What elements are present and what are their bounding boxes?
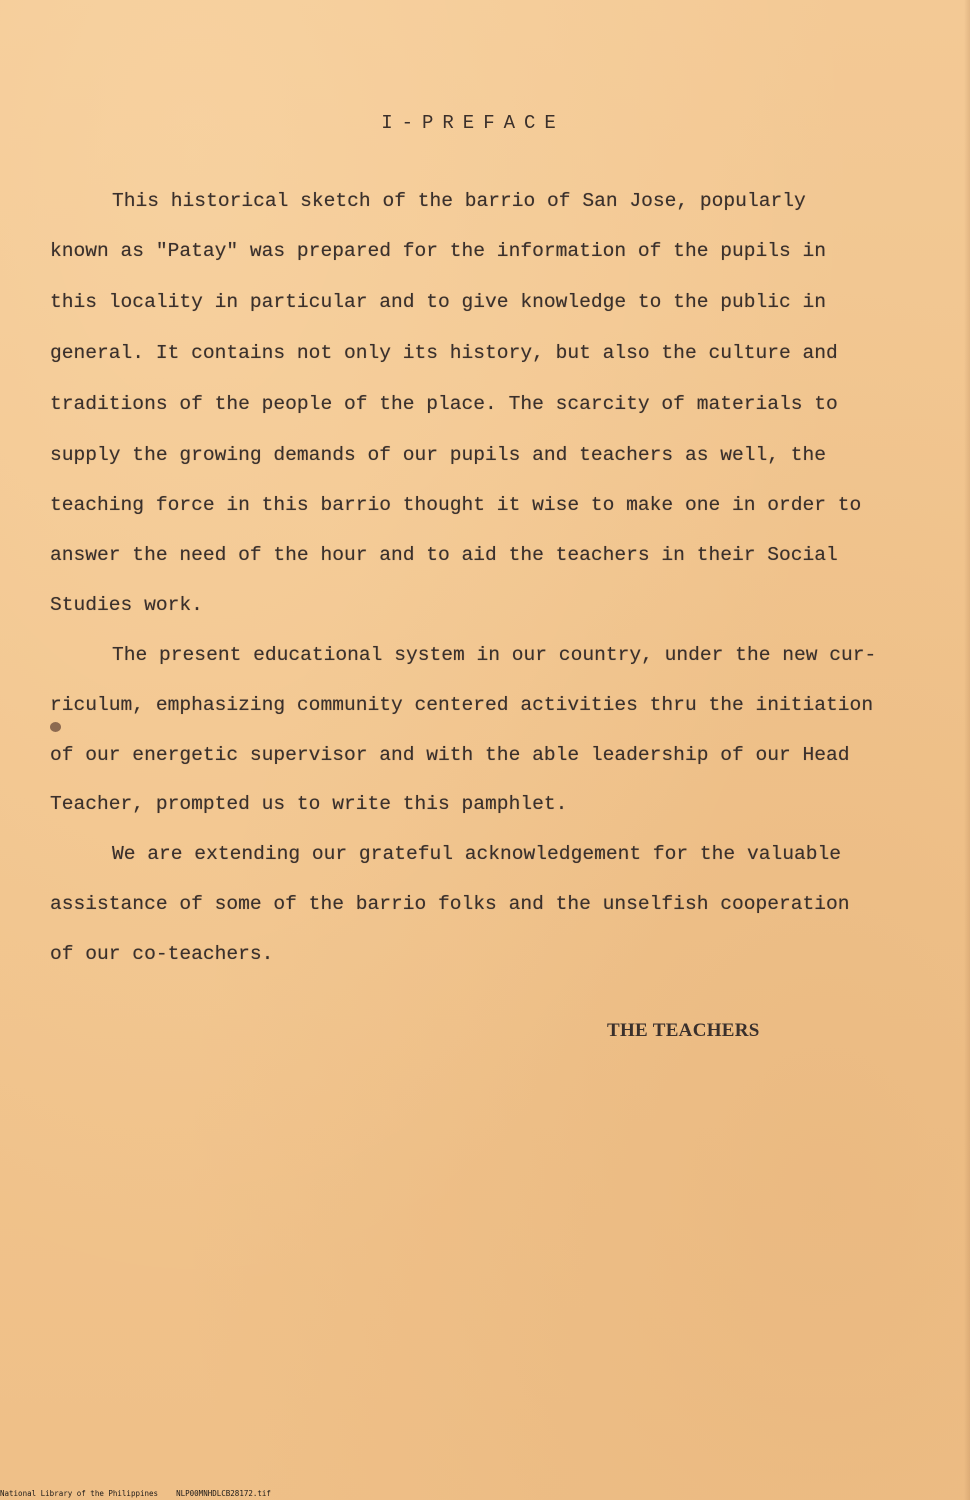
page-title: I-PREFACE — [381, 112, 565, 134]
paragraph-1-line-4: general. It contains not only its history, but also the culture and — [50, 342, 838, 364]
paragraph-2-line-4: Teacher, prompted us to write this pamphlet. — [50, 793, 568, 815]
signature: THE TEACHERS — [607, 1020, 760, 1041]
archive-footer — [0, 1489, 271, 1498]
paragraph-2-line-1: The present educational system in our country, under the new cur- — [112, 644, 877, 666]
paragraph-1-line-7: teaching force in this barrio thought it wise to make one in order to — [50, 494, 862, 516]
paragraph-3-line-3: of our co-teachers. — [50, 943, 274, 965]
paragraph-2-line-2: riculum, emphasizing community centered activities thru the initiation — [50, 694, 874, 716]
paragraph-1-line-8: answer the need of the hour and to aid the teachers in their Social — [50, 544, 838, 566]
paper-edge-shadow — [964, 0, 970, 1500]
footer-filename: NLP00MNHDLCB28172.tif — [176, 1489, 271, 1498]
paragraph-2-line-3: of our energetic supervisor and with the able leadership of our Head — [50, 744, 850, 766]
paragraph-3-line-2: assistance of some of the barrio folks and the unselfish cooperation — [50, 893, 850, 915]
footer-archive-name: National Library of the Philippines — [0, 1489, 159, 1498]
paragraph-1-line-2: known as "Patay" was prepared for the information of the pupils in — [50, 240, 827, 262]
paragraph-1-line-1: This historical sketch of the barrio of San Jose, popularly — [112, 190, 806, 212]
paragraph-1-line-5: traditions of the people of the place. The scarcity of materials to — [50, 393, 838, 415]
paragraph-1-line-6: supply the growing demands of our pupils and teachers as well, the — [50, 444, 827, 466]
paragraph-1-line-9: Studies work. — [50, 594, 203, 616]
ink-spot-mark — [50, 722, 61, 732]
paragraph-3-line-1: We are extending our grateful acknowledgement for the valuable — [112, 843, 842, 865]
paragraph-1-line-3: this locality in particular and to give knowledge to the public in — [50, 291, 827, 313]
